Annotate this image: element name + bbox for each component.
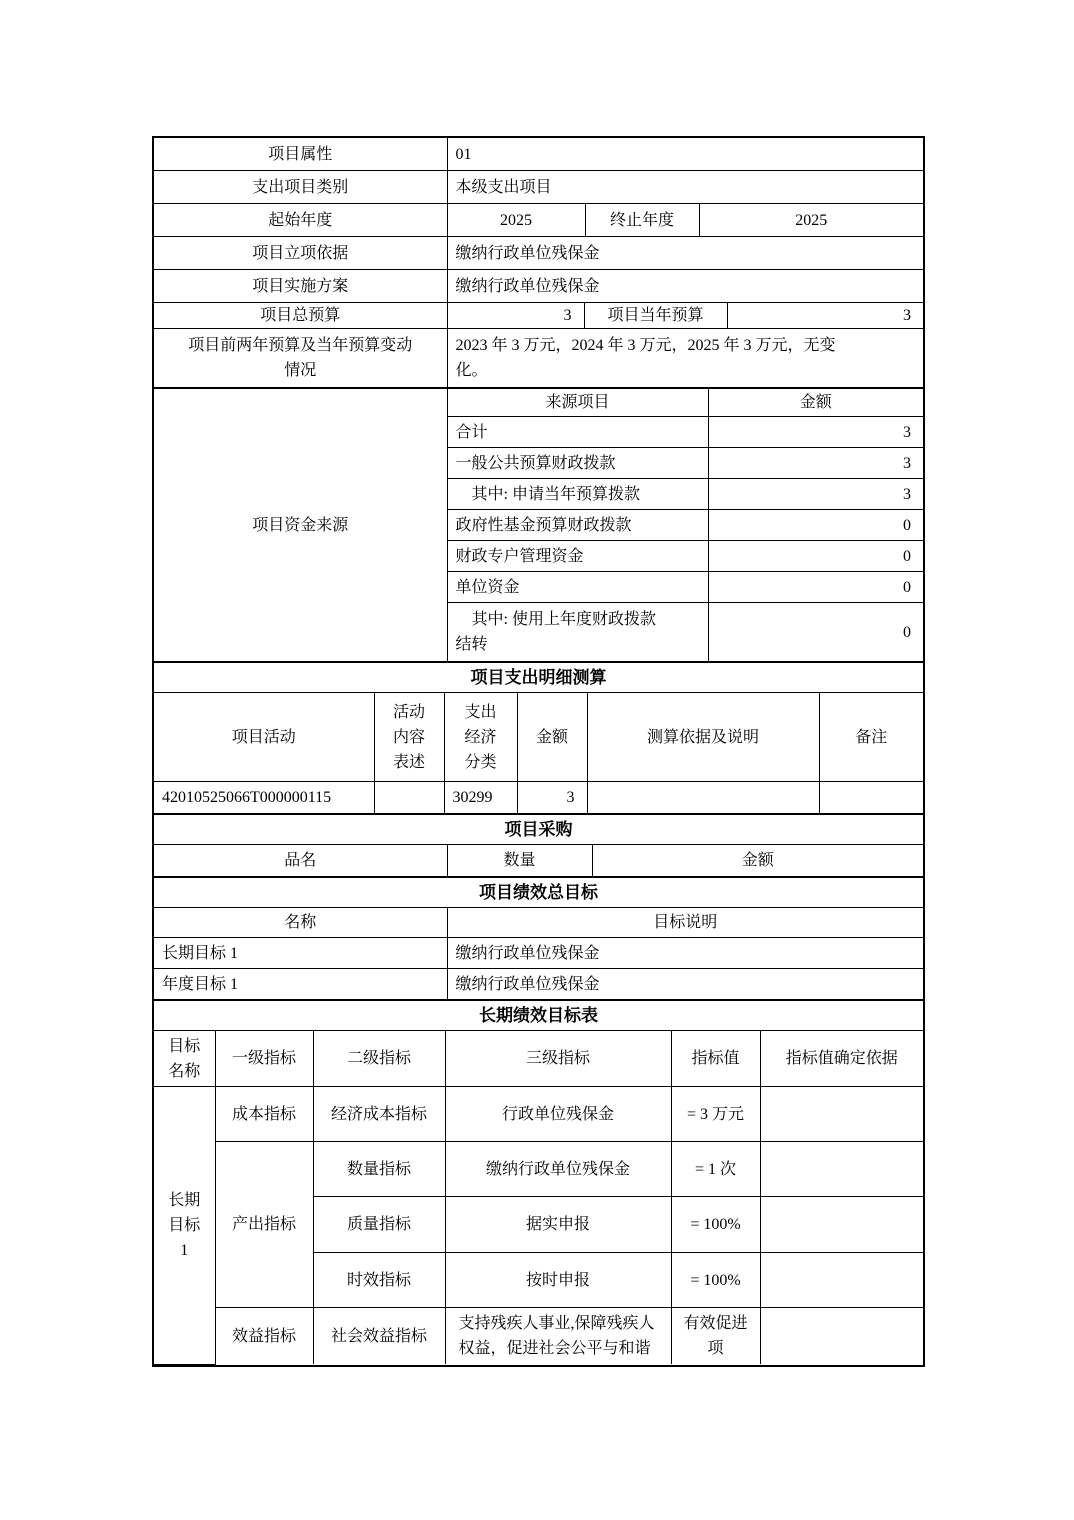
project-basis-value: 缴纳行政单位残保金 [447,237,923,270]
indicator-basis-cell [760,1308,923,1365]
indicator-l2-cell: 社会效益指标 [313,1308,445,1365]
start-year-value: 2025 [447,204,585,237]
procurement-amount-header: 金额 [592,845,923,877]
funding-row-amount: 0 [708,603,923,662]
start-year-label: 起始年度 [154,204,447,237]
indicator-basis-cell [760,1087,923,1142]
project-plan-value: 缴纳行政单位残保金 [447,270,923,303]
funding-row-source: 财政专户管理资金 [447,541,708,572]
funding-row-source: 单位资金 [447,572,708,603]
table-row [154,908,923,938]
detail-activity-header: 项目活动 [154,693,374,782]
indicator-basis-cell [760,1142,923,1197]
funding-row-amount: 3 [708,417,923,448]
total-budget-value: 3 [447,303,584,329]
funding-col-source-header: 来源项目 [447,389,708,417]
table-row [154,1087,923,1142]
performance-goal-desc: 缴纳行政单位残保金 [447,938,923,969]
indicator-l3-cell: 据实申报 [445,1197,671,1253]
indicator-l2-cell: 数量指标 [313,1142,445,1197]
table-row [154,329,923,388]
performance-goal-name: 长期目标 1 [154,938,447,969]
detail-basis-value [587,782,819,814]
indicator-l2-cell: 质量指标 [313,1197,445,1253]
table-row [154,1308,923,1365]
indicator-l1-cell: 成本指标 [215,1087,313,1142]
detail-remark-value [819,782,923,814]
indicator-value-header: 指标值 [671,1031,760,1087]
indicator-basis-cell [760,1197,923,1253]
funding-row-source: 合计 [447,417,708,448]
indicator-l2-cell: 时效指标 [313,1253,445,1308]
budget-history-value: 2023 年 3 万元，2024 年 3 万元，2025 年 3 万元，无变化。 [447,329,923,388]
detail-content-value [374,782,444,814]
funding-row-amount: 3 [708,448,923,479]
funding-row-amount: 0 [708,572,923,603]
detail-content-header: 活动内容表述 [374,693,444,782]
performance-goal-desc: 缴纳行政单位残保金 [447,969,923,1000]
current-budget-value: 3 [727,303,923,329]
table-row [154,389,923,417]
indicator-goal-header: 目标名称 [154,1031,215,1087]
detail-econ-class-header: 支出经济分类 [444,693,517,782]
total-budget-label: 项目总预算 [154,303,447,329]
performance-desc-header: 目标说明 [447,908,923,938]
table-row [154,1031,923,1087]
funding-col-amount-header: 金额 [708,389,923,417]
project-basis-label: 项目立项依据 [154,237,447,270]
expense-detail-section-title: 项目支出明细测算 [154,663,923,693]
indicator-value-cell: = 100% [671,1197,760,1253]
indicator-value-cell: 有效促进项 [671,1308,760,1365]
budget-row-table [154,303,923,329]
expense-category-label: 支出项目类别 [154,171,447,204]
year-row-table [154,204,923,237]
performance-name-header: 名称 [154,908,447,938]
performance-goal-name: 年度目标 1 [154,969,447,1000]
indicator-l3-header: 三级指标 [445,1031,671,1087]
longterm-indicator-table [154,1000,923,1365]
longterm-section-title: 长期绩效目标表 [154,1001,923,1031]
table-row [154,270,923,303]
project-attribute-label: 项目属性 [154,138,447,171]
indicator-basis-header: 指标值确定依据 [760,1031,923,1087]
table-row [154,815,923,845]
performance-goal-table [154,877,923,1000]
expense-detail-table [154,693,923,814]
table-row [154,878,923,908]
table-row [154,138,923,171]
detail-amount-value: 3 [517,782,587,814]
table-row [154,1001,923,1031]
detail-activity-value: 42010525066T000000115 [154,782,374,814]
funding-row-source: 其中: 申请当年预算拨款 [447,479,708,510]
funding-row-source: 政府性基金预算财政拨款 [447,510,708,541]
table-row [154,171,923,204]
table-row [154,204,923,237]
table-row [154,969,923,1000]
detail-remark-header: 备注 [819,693,923,782]
funding-source-label: 项目资金来源 [154,389,447,662]
funding-row-source: 其中: 使用上年度财政拨款结转 [447,603,708,662]
table-row [154,303,923,329]
funding-row-amount: 0 [708,510,923,541]
indicator-l1-header: 一级指标 [215,1031,313,1087]
history-row-table [154,329,923,388]
indicator-l3-cell: 缴纳行政单位残保金 [445,1142,671,1197]
indicator-l3-cell: 支持残疾人事业,保障残疾人权益，促进社会公平与和谐 [445,1308,671,1365]
expense-category-value: 本级支出项目 [447,171,923,204]
indicator-l3-cell: 行政单位残保金 [445,1087,671,1142]
table-row [154,237,923,270]
detail-basis-header: 测算依据及说明 [587,693,819,782]
funding-row-amount: 3 [708,479,923,510]
table-row [154,663,923,693]
indicator-value-cell: = 1 次 [671,1142,760,1197]
project-attribute-value: 01 [447,138,923,171]
indicator-basis-cell [760,1253,923,1308]
indicator-l2-cell: 经济成本指标 [313,1087,445,1142]
indicator-goal-name: 长期目标1 [154,1087,215,1365]
procurement-name-header: 品名 [154,845,447,877]
basis-plan-table [154,237,923,303]
budget-history-label: 项目前两年预算及当年预算变动情况 [154,329,447,388]
indicator-l1-cell: 效益指标 [215,1308,313,1365]
funding-row-amount: 0 [708,541,923,572]
end-year-value: 2025 [699,204,923,237]
performance-section-title: 项目绩效总目标 [154,878,923,908]
indicator-l3-cell: 按时申报 [445,1253,671,1308]
funding-source-table [154,388,923,662]
expense-detail-title-table [154,662,923,693]
procurement-table [154,814,923,877]
procurement-section-title: 项目采购 [154,815,923,845]
table-row [154,782,923,814]
project-plan-label: 项目实施方案 [154,270,447,303]
table-row [154,693,923,782]
project-budget-document [152,136,925,1367]
indicator-l1-cell: 产出指标 [215,1142,313,1308]
table-row [154,938,923,969]
detail-amount-header: 金额 [517,693,587,782]
end-year-label: 终止年度 [585,204,699,237]
current-budget-label: 项目当年预算 [584,303,727,329]
procurement-quantity-header: 数量 [447,845,592,877]
table-row [154,845,923,877]
funding-row-source: 一般公共预算财政拨款 [447,448,708,479]
indicator-value-cell: = 100% [671,1253,760,1308]
indicator-value-cell: = 3 万元 [671,1087,760,1142]
basic-info-table [154,138,923,204]
indicator-l2-header: 二级指标 [313,1031,445,1087]
detail-econ-class-value: 30299 [444,782,517,814]
table-row [154,1142,923,1197]
